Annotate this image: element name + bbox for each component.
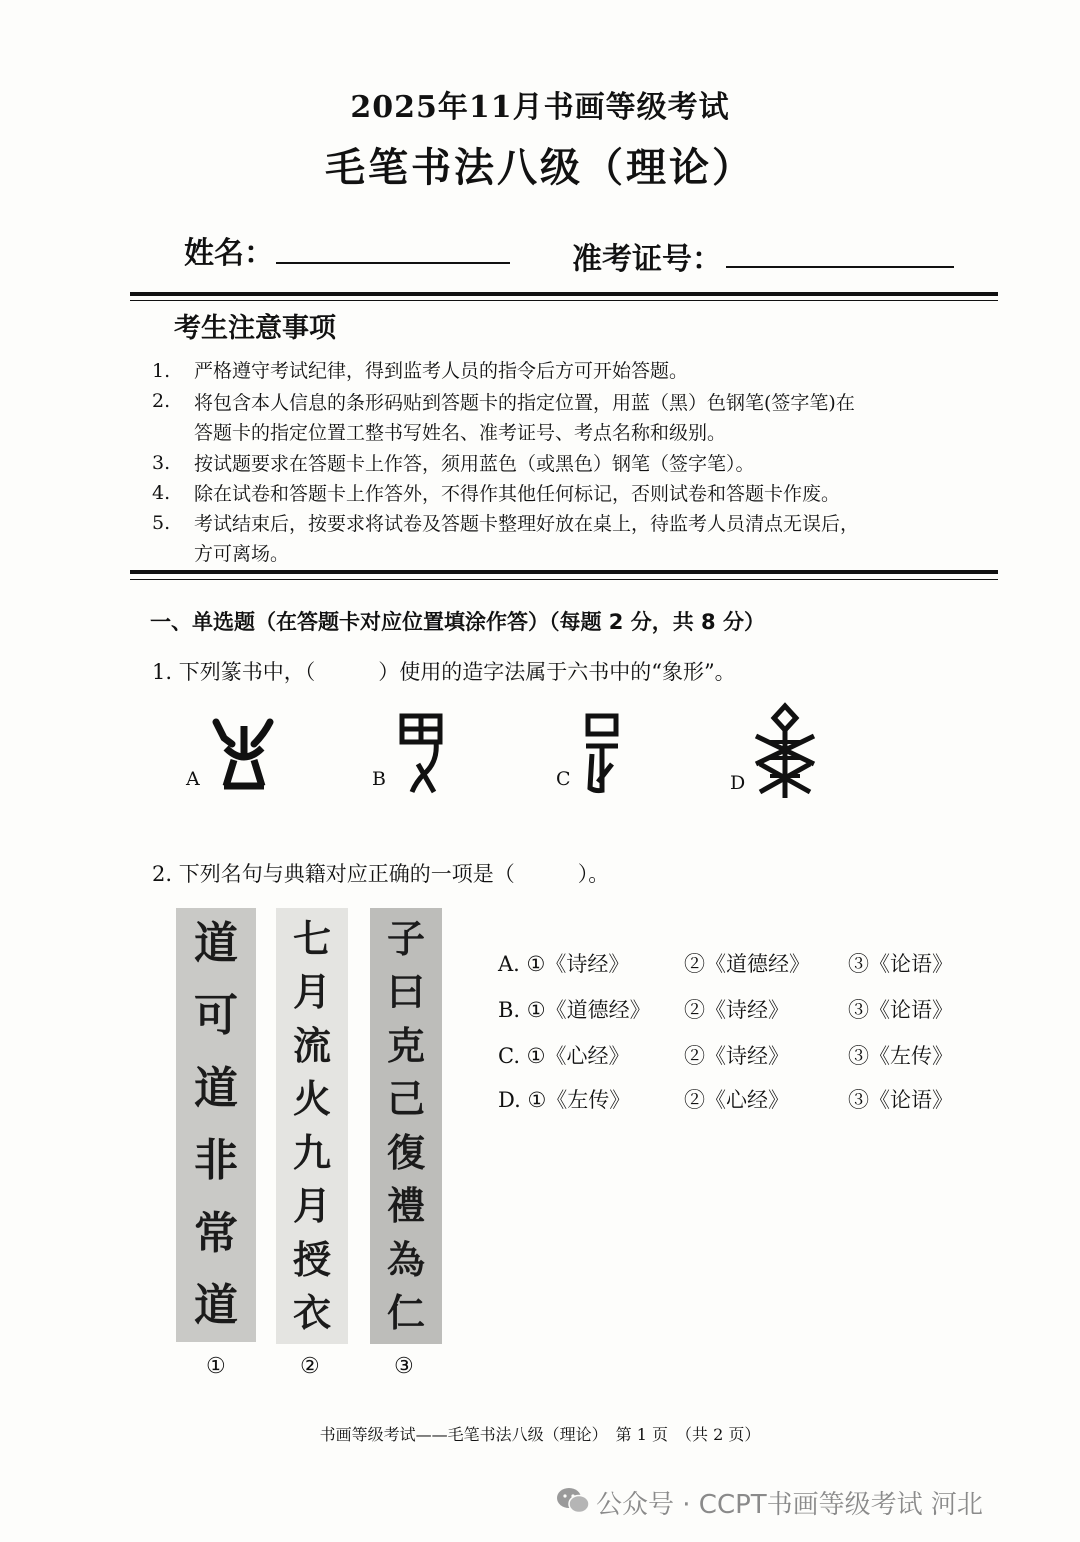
- exam-id-label: 准考证号：: [572, 242, 722, 277]
- seal-glyph-a-icon: [212, 716, 276, 792]
- name-label: 姓名：: [184, 236, 274, 271]
- wechat-icon: [556, 1486, 590, 1520]
- notice-item-1: 严格遵守考试纪律，得到监考人员的指令后方可开始答题。: [194, 360, 689, 382]
- notice-num-5: 5.: [152, 512, 171, 534]
- divider-top-thin: [130, 300, 998, 301]
- notice-item-3: 按试题要求在答题卡上作答，须用蓝色（或黑色）钢笔（签字笔）。: [194, 453, 755, 475]
- notice-item-4: 除在试卷和答题卡上作答外，不得作其他任何标记，否则试卷和答题卡作废。: [194, 483, 841, 505]
- strip-3-mark: ③: [394, 1354, 414, 1379]
- notice-item-2: 将包含本人信息的条形码贴到答题卡的指定位置，用蓝（黑）色钢笔(签字笔)在 答题卡的指定位置工整书写姓名、准考证号、考点名称和级别。: [194, 392, 855, 444]
- section-heading: 一、单选题（在答题卡对应位置填涂作答）（每题 2 分，共 8 分）: [150, 610, 765, 634]
- strip-2-mark: ②: [300, 1354, 320, 1379]
- strip-1-mark: ①: [206, 1354, 226, 1379]
- divider-top: [130, 292, 998, 296]
- notice-num-4: 4.: [152, 482, 171, 504]
- name-blank[interactable]: [276, 262, 510, 264]
- notice-num-3: 3.: [152, 452, 171, 474]
- question-1-text: 1. 下列篆书中，（ ）使用的造字法属于六书中的“象形”。: [152, 660, 736, 684]
- q1-option-a-label[interactable]: A: [186, 768, 200, 790]
- q1-option-b-label[interactable]: B: [372, 768, 386, 790]
- seal-glyph-c-icon: [582, 712, 622, 798]
- exam-subtitle: 毛笔书法八级（理论）: [325, 144, 755, 191]
- q1-option-c-label[interactable]: C: [556, 768, 571, 790]
- seal-glyph-b-icon: [398, 712, 446, 798]
- divider-bottom-thin: [130, 579, 998, 580]
- q1-option-d-label[interactable]: D: [730, 772, 746, 794]
- calligraphy-strip-3: 子 曰 克 己 復 禮 為 仁: [370, 908, 442, 1344]
- divider-bottom: [130, 570, 998, 574]
- watermark-text: 公众号 · CCPT书画等级考试 河北: [596, 1490, 983, 1520]
- notice-item-5: 考试结束后，按要求将试卷及答题卡整理好放在桌上，待监考人员清点无误后， 方可离场。: [194, 513, 860, 565]
- notice-num-1: 1.: [152, 360, 171, 382]
- seal-glyph-d-icon: [750, 702, 820, 802]
- calligraphy-strip-2: 七 月 流 火 九 月 授 衣: [276, 908, 348, 1344]
- notice-heading: 考生注意事项: [174, 313, 336, 344]
- exam-title: 2025年11月书画等级考试: [350, 90, 730, 125]
- page-footer: 书画等级考试——毛笔书法八级（理论） 第 1 页 （共 2 页）: [319, 1425, 761, 1444]
- notice-num-2: 2.: [152, 390, 171, 412]
- calligraphy-strip-1: 道 可 道 非 常 道: [176, 908, 256, 1342]
- question-2-text: 2. 下列名句与典籍对应正确的一项是（ ）。: [152, 862, 610, 886]
- exam-id-blank[interactable]: [726, 266, 954, 268]
